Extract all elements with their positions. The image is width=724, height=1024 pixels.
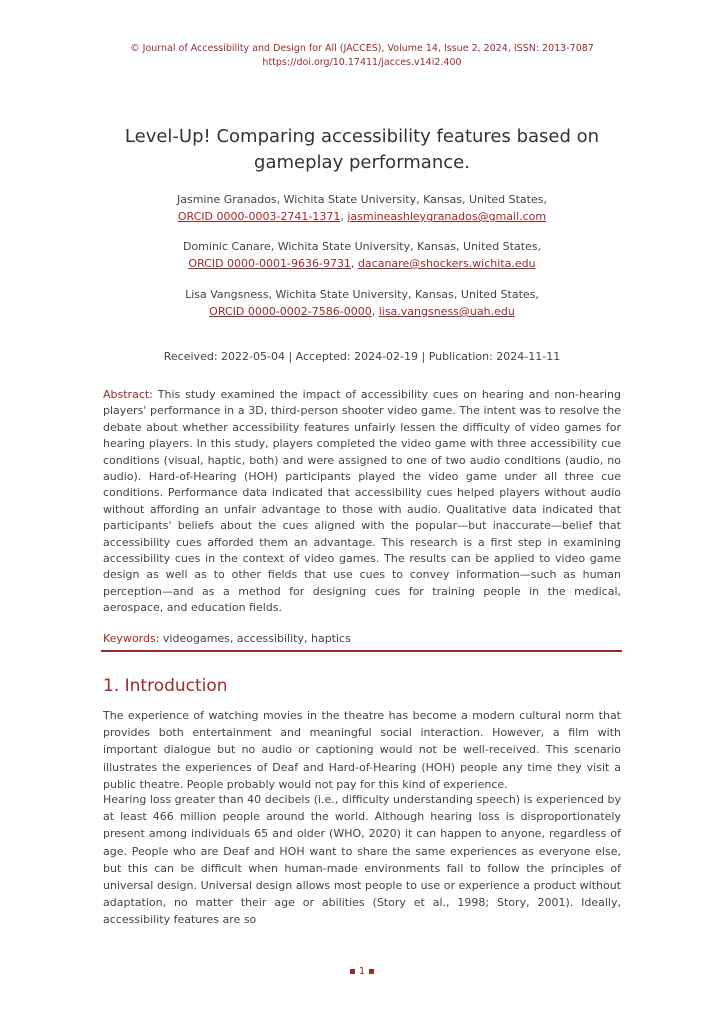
publication-dates: Received: 2022-05-04 | Accepted: 2024-02-19 | Publication: 2024-11-11 — [163, 350, 561, 363]
email-link[interactable]: dacanare@shockers.wichita.edu — [357, 257, 536, 270]
paragraph: Hearing loss greater than 40 decibels (i.e., difficulty understanding speech) is experienced by at least 466 million people around the world. Although hearing loss is disproportionately present among individuals 65 and older (WHO, 2020) it can happen to anyone, regardless of age. People who are Deaf and HOH want to share the same experiences as everyone else, but this can be difficult when human-made environments fail to follow the principles of universal design. Universal design allows most people to use or experience a product without adaptation, no matter their age or abilities (Story et al., 1998; Story, 2001). Ideally, accessibility features are so — [103, 793, 621, 927]
square-icon — [350, 969, 355, 974]
abstract-label: Abstract: — [103, 388, 153, 401]
section-divider — [101, 650, 622, 652]
keywords — [103, 632, 621, 645]
email-link[interactable]: jasmineashleygranados@gmail.com — [347, 210, 547, 223]
section-heading: 1. Introduction — [103, 676, 228, 696]
orcid-link[interactable]: ORCID 0000-0003-2741-1371 — [177, 210, 341, 223]
journal-header — [0, 42, 724, 70]
page-number: 1 — [358, 966, 366, 977]
paragraph: The experience of watching movies in the theatre has become a modern cultural norm that provides both entertainment and meaningful social interaction. However, a film with important dialogue but no audio or captioning would not be well-received. This scenario illustrates the experiences of Deaf and Hard-of-Hearing (HOH) people any time they visit a public theatre. People probably would not pay for this kind of experience. — [103, 709, 621, 791]
author-affiliation: Lisa Vangsness, Wichita State University, Kansas, United States, — [185, 288, 539, 301]
keywords-text: : videogames, accessibility, haptics — [155, 632, 351, 645]
author-affiliation: Jasmine Granados, Wichita State University, Kansas, United States, — [177, 193, 547, 206]
paper-title: Level-Up! Comparing accessibility features based on gameplay performance. — [124, 126, 600, 173]
email-link[interactable]: lisa.vangsness@uah.edu — [378, 305, 515, 318]
author-block-2: Dominic Canare, Wichita State University, Kansas, United States, ORCID 0000-0001-9636-9731, dacanare@shockers.wichita.edu — [100, 238, 624, 272]
orcid-link[interactable]: ORCID 0000-0001-9636-9731 — [188, 257, 351, 270]
square-icon — [369, 969, 374, 974]
author-block-1: Jasmine Granados, Wichita State University, Kansas, United States, ORCID 0000-0003-2741-1371, jasmineashleygranados@gmail.com — [100, 191, 624, 225]
keywords-label: Keywords — [103, 632, 156, 645]
author-affiliation: Dominic Canare, Wichita State University, Kansas, United States, — [182, 240, 542, 253]
doi-link[interactable]: https://doi.org/10.17411/jacces.v14i2.400 — [262, 57, 462, 68]
author-block-3: Lisa Vangsness, Wichita State University, Kansas, United States, ORCID 0000-0002-7586-0000, lisa.vangsness@uah.edu — [100, 286, 624, 320]
journal-citation: © Journal of Accessibility and Design for All (JACCES), Volume 14, Issue 2, 2024, ISSN: 2013-7087 — [130, 43, 594, 54]
abstract — [103, 387, 621, 617]
page-footer — [0, 966, 724, 977]
abstract-text: This study examined the impact of accessibility cues on hearing and non-hearing players' performance in a 3D, third-person shooter video game. The intent was to resolve the debate about whether accessibility features unfairly lessen the difficulty of video games for hearing players. In this study, players completed the video game with three accessibility cue conditions (visual, haptic, both) and were assigned to one of two audio conditions (audio, no audio). Hard-of-Hearing (HOH) participants played the video game under all three cue conditions. Performance data indicated that accessibility cues helped players without audio without affording an unfair advantage to those with audio. Qualitative data indicated that participants' beliefs about the cues aligned with the popular—but inaccurate—belief that accessibility cues afforded them an advantage. This research is a first step in examining accessibility cues in the context of video games. The results can be applied to video game design as well as to other fields that use cues to convey information—such as human perception—and as a method for designing cues for training people in the medical, aerospace, and education fields. — [103, 388, 621, 615]
orcid-link[interactable]: ORCID 0000-0002-7586-0000 — [209, 305, 372, 318]
